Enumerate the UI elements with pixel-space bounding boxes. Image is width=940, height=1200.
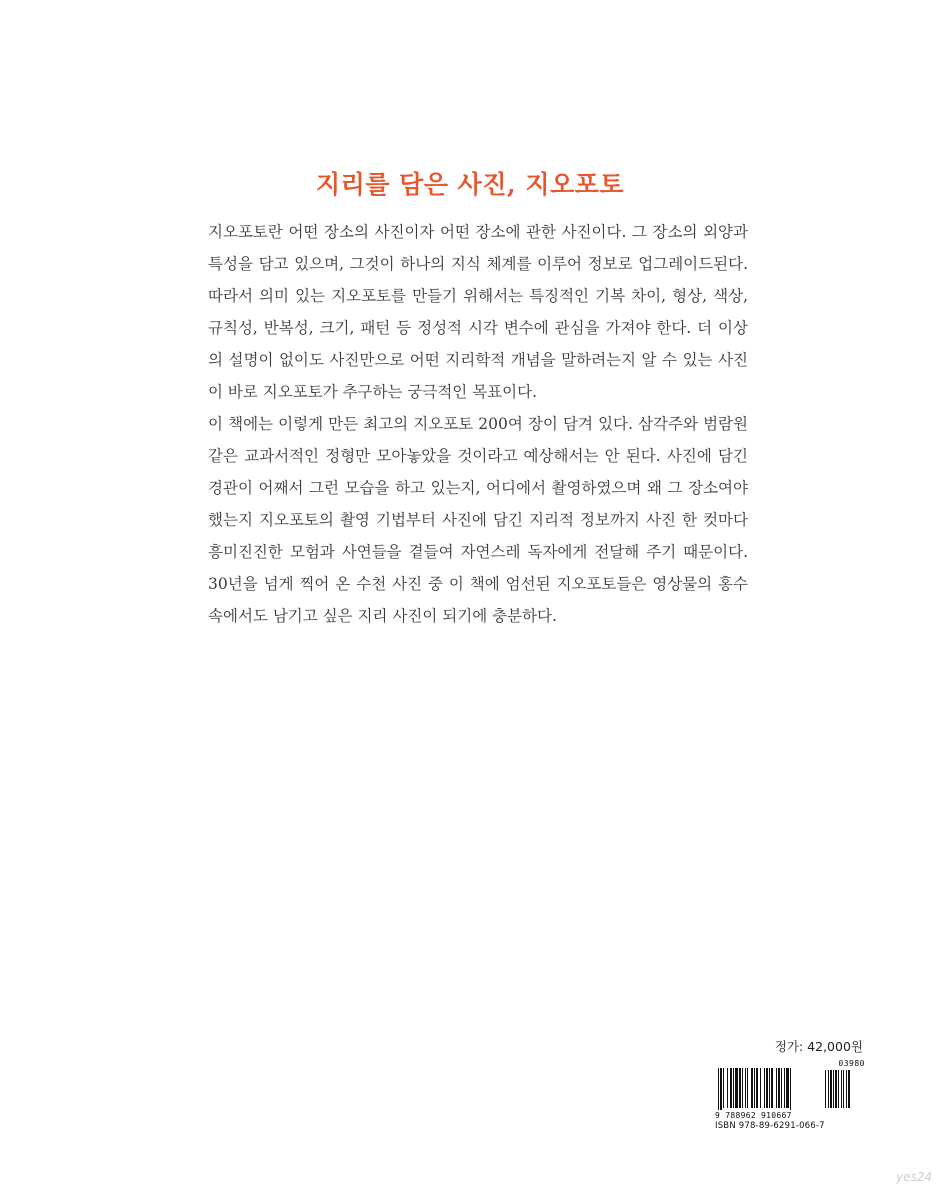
price-label: 정가: 42,000원	[774, 1039, 863, 1054]
isbn-number: ISBN 978-89-6291-066-7	[715, 1121, 825, 1131]
barcode-addon-bar	[848, 1070, 850, 1108]
barcode-bar	[723, 1068, 724, 1108]
barcode-bar	[727, 1068, 728, 1108]
barcode-bars	[715, 1068, 865, 1110]
blurb-paragraph-2: 이 책에는 이렇게 만든 최고의 지오포토 200여 장이 담겨 있다. 삼각주와 범람원 같은 교과서적인 정형만 모아놓았을 것이라고 예상해서는 안 된다. 사진에 담긴 경관이 어째서 그런 모습을 하고 있는지, 어디에서 촬영하였으며 왜 그 장소여야 했는지 지오포토의 촬영 기법부터 사진에 담긴 지리적 정보까지 사진 한 컷마다 흥미진진한 모험과 사연들을 곁들여 자연스레 독자에게 전달해 주기 때문이다. 30년을 넘게 찍어 온 수천 사진 중 이 책에 엄선된 지오포토들은 영상물의 홍수 속에서도 남기고 싶은 지리 사진이 되기에 충분하다.	[208, 415, 748, 625]
barcode-bar	[745, 1068, 746, 1108]
barcode-addon-bar	[830, 1070, 832, 1108]
barcode-bar	[764, 1068, 765, 1108]
barcode-bar	[756, 1068, 758, 1108]
barcode-addon-bar	[825, 1070, 826, 1108]
barcode-bar	[730, 1068, 732, 1108]
barcode-bar	[790, 1068, 791, 1110]
barcode-addon-bar	[841, 1070, 842, 1108]
barcode-addon-bar	[843, 1070, 844, 1108]
barcode-ean-digits: 9 788962 910667	[715, 1111, 792, 1120]
barcode-bar	[771, 1068, 773, 1108]
barcode-bar	[733, 1068, 734, 1108]
barcode-bar	[742, 1068, 743, 1108]
barcode-bar	[754, 1068, 755, 1108]
barcode-addon-bar	[833, 1070, 834, 1108]
barcode-bar	[720, 1068, 722, 1110]
barcode-bar	[769, 1068, 770, 1108]
blurb-paragraph-1: 지오포토란 어떤 장소의 사진이자 어떤 장소에 관한 사진이다. 그 장소의 외양과 특성을 담고 있으며, 그것이 하나의 지식 체계를 이루어 정보로 업그레이드된다. 따라서 의미 있는 지오포토를 만들기 위해서는 특징적인 기복 차이, 형상, 색상, 규칙성, 반복성, 크기, 패턴 등 정성적 시각 변수에 관심을 가져야 한다. 더 이상의 설명이 없이도 사진만으로 어떤 지리학적 개념을 말하려는지 알 수 있는 사진이 바로 지오포토가 추구하는 궁극적인 목표이다.	[208, 223, 748, 401]
barcode-bar	[784, 1068, 785, 1108]
barcode-bar	[735, 1068, 738, 1108]
barcode-bar	[776, 1068, 777, 1108]
barcode-addon-bar	[838, 1070, 839, 1108]
blurb-body	[208, 216, 748, 632]
barcode-bar	[739, 1068, 741, 1108]
barcode-bar	[786, 1068, 789, 1108]
book-blurb-title: 지리를 담은 사진, 지오포토	[316, 169, 624, 199]
barcode-bar	[778, 1068, 780, 1108]
barcode-bar	[760, 1068, 761, 1108]
barcode-addon-bar	[846, 1070, 847, 1108]
isbn-barcode	[715, 1059, 865, 1131]
barcode-bar	[718, 1068, 719, 1110]
barcode-bar	[781, 1068, 782, 1108]
barcode-bar	[751, 1068, 753, 1108]
barcode-addon-code: 03980	[838, 1059, 865, 1068]
barcode-bar	[766, 1068, 768, 1108]
barcode-addon-bar	[835, 1070, 837, 1108]
watermark-logo: yes24	[896, 1170, 933, 1184]
barcode-addon-bar	[828, 1070, 829, 1108]
barcode-bar	[747, 1068, 748, 1108]
